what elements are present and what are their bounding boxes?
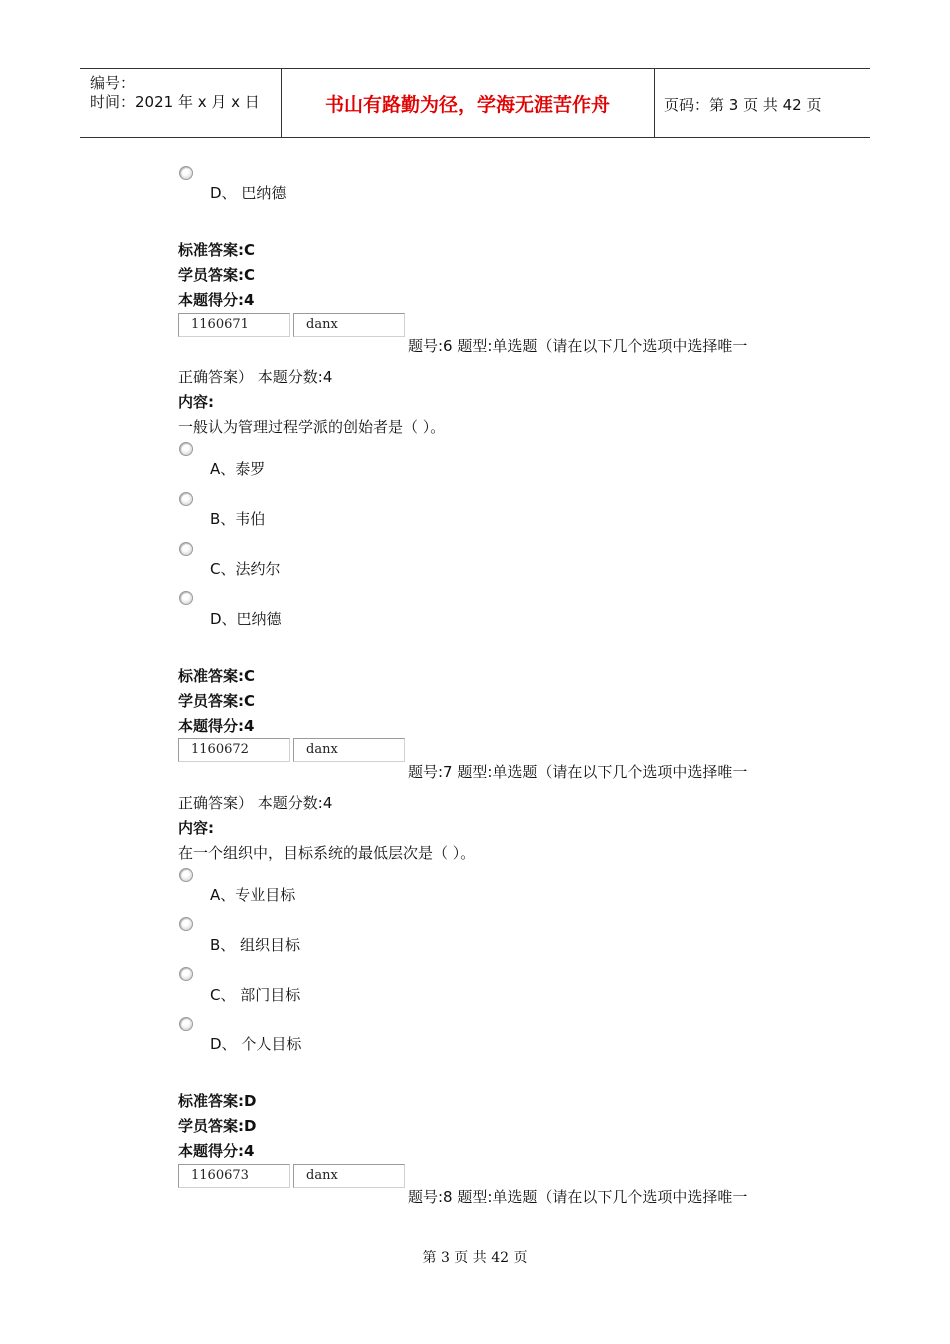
- q6-type-box: danx: [293, 738, 405, 762]
- q7-score: 本题得分:4: [178, 1142, 255, 1160]
- q6-option-c: C、法约尔: [210, 560, 281, 578]
- document-header: [80, 68, 870, 138]
- q8-heading-line1: 题号:8 题型:单选题（请在以下几个选项中选择唯一: [408, 1188, 748, 1206]
- q6-heading-line2: 正确答案） 本题分数:4: [178, 368, 333, 386]
- q7-option-a: A、专业目标: [210, 886, 296, 904]
- radio-q7-a[interactable]: [179, 868, 193, 882]
- q7-type-box: danx: [293, 1164, 405, 1188]
- radio-q6-d[interactable]: [179, 591, 193, 605]
- radio-q6-c[interactable]: [179, 542, 193, 556]
- page-footer: 第 3 页 共 42 页: [422, 1250, 528, 1266]
- q6-option-a: A、泰罗: [210, 460, 266, 478]
- q6-option-b: B、韦伯: [210, 510, 266, 528]
- serial-label: 编号：: [90, 74, 136, 92]
- header-motto-cell: [281, 69, 655, 137]
- q7-option-b: B、 组织目标: [210, 936, 301, 954]
- prev-option-d: D、 巴纳德: [210, 184, 287, 202]
- radio-q7-b[interactable]: [179, 917, 193, 931]
- q6-student-answer: 学员答案:C: [178, 692, 256, 710]
- q6-option-d: D、巴纳德: [210, 610, 282, 628]
- prev-standard-answer: 标准答案:C: [178, 241, 256, 259]
- prev-id-box: 1160671: [178, 313, 290, 337]
- header-page-cell: [654, 69, 870, 137]
- time-label: 时间：2021 年 x 月 x 日: [90, 93, 260, 111]
- q6-heading-line1: 题号:6 题型:单选题（请在以下几个选项中选择唯一: [408, 337, 748, 355]
- q7-student-answer: 学员答案:D: [178, 1117, 257, 1135]
- q7-standard-answer: 标准答案:D: [178, 1092, 257, 1110]
- q6-stem: 一般认为管理过程学派的创始者是（ ）。: [178, 418, 446, 436]
- q6-score: 本题得分:4: [178, 717, 255, 735]
- header-meta-cell: [80, 69, 282, 137]
- q6-id-box: 1160672: [178, 738, 290, 762]
- q7-stem: 在一个组织中，目标系统的最低层次是（ ）。: [178, 844, 476, 862]
- prev-type-box: danx: [293, 313, 405, 337]
- q6-standard-answer: 标准答案:C: [178, 667, 256, 685]
- radio-q7-c[interactable]: [179, 967, 193, 981]
- radio-q7-d[interactable]: [179, 1017, 193, 1031]
- q7-option-c: C、 部门目标: [210, 986, 301, 1004]
- radio-prev-d[interactable]: [179, 166, 193, 180]
- radio-q6-b[interactable]: [179, 492, 193, 506]
- q7-option-d: D、 个人目标: [210, 1035, 302, 1053]
- q7-id-box: 1160673: [178, 1164, 290, 1188]
- radio-q6-a[interactable]: [179, 442, 193, 456]
- prev-student-answer: 学员答案:C: [178, 266, 256, 284]
- motto-text: 书山有路勤为径，学海无涯苦作舟: [324, 94, 610, 116]
- q7-content-label: 内容:: [178, 819, 214, 837]
- page-info: 页码：第 3 页 共 42 页: [664, 96, 822, 114]
- q7-heading-line1: 题号:7 题型:单选题（请在以下几个选项中选择唯一: [408, 763, 748, 781]
- q6-content-label: 内容:: [178, 393, 214, 411]
- prev-score: 本题得分:4: [178, 291, 255, 309]
- q7-heading-line2: 正确答案） 本题分数:4: [178, 794, 333, 812]
